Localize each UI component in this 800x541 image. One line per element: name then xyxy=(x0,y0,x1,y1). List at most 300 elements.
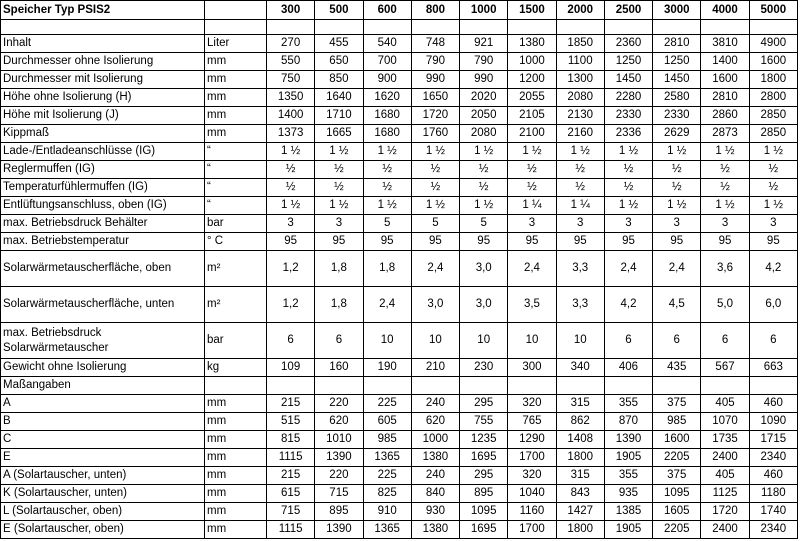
value-cell: 2400 xyxy=(701,449,749,467)
row-label: Entlüftungsanschluss, oben (IG) xyxy=(1,197,205,215)
value-cell: 2810 xyxy=(653,35,701,53)
value-cell xyxy=(508,377,556,395)
value-cell: 2080 xyxy=(556,89,604,107)
value-cell: 95 xyxy=(701,233,749,251)
blank-cell xyxy=(205,20,267,35)
value-cell: 1 ½ xyxy=(701,197,749,215)
value-cell: 1695 xyxy=(460,521,508,539)
value-cell: 2850 xyxy=(749,125,797,143)
value-cell: 567 xyxy=(701,359,749,377)
header-row xyxy=(1,1,798,20)
value-cell: 3 xyxy=(315,215,363,233)
value-cell: 1735 xyxy=(701,431,749,449)
value-cell: 2130 xyxy=(556,107,604,125)
value-cell: 1800 xyxy=(556,521,604,539)
value-cell: 5,0 xyxy=(701,287,749,323)
value-cell: 1 ½ xyxy=(411,143,459,161)
value-cell: 3,3 xyxy=(556,287,604,323)
row-label: Lade-/Entladeanschlüsse (IG) xyxy=(1,143,205,161)
value-cell: 3,0 xyxy=(411,287,459,323)
table-row xyxy=(1,485,798,503)
value-cell: 2360 xyxy=(604,35,652,53)
value-cell: 2080 xyxy=(460,125,508,143)
value-cell: 4,2 xyxy=(604,287,652,323)
value-cell: 1850 xyxy=(556,35,604,53)
value-cell: 1800 xyxy=(556,449,604,467)
table-row xyxy=(1,107,798,125)
value-cell: ½ xyxy=(749,179,797,197)
blank-row xyxy=(1,20,798,35)
value-cell: 663 xyxy=(749,359,797,377)
row-label: Durchmesser mit Isolierung xyxy=(1,71,205,89)
size-header-cell: 1000 xyxy=(460,1,508,20)
value-cell: 270 xyxy=(267,35,315,53)
value-cell: 95 xyxy=(604,233,652,251)
value-cell: 3810 xyxy=(701,35,749,53)
value-cell: 460 xyxy=(749,467,797,485)
table-row xyxy=(1,143,798,161)
row-unit: “ xyxy=(205,161,267,179)
table-row xyxy=(1,287,798,323)
table-row xyxy=(1,503,798,521)
value-cell: 295 xyxy=(460,395,508,413)
value-cell: 1720 xyxy=(701,503,749,521)
value-cell: 1 ½ xyxy=(604,143,652,161)
value-cell: 1 ½ xyxy=(267,143,315,161)
row-label: B xyxy=(1,413,205,431)
value-cell: 2205 xyxy=(653,449,701,467)
blank-cell xyxy=(701,20,749,35)
row-label: Solarwärmetauscherfläche, unten xyxy=(1,287,205,323)
blank-cell xyxy=(508,20,556,35)
row-label: Höhe mit Isolierung (J) xyxy=(1,107,205,125)
row-label: Temperaturfühlermuffen (IG) xyxy=(1,179,205,197)
row-unit: mm xyxy=(205,125,267,143)
table-title: Speicher Typ PSIS2 xyxy=(1,1,205,20)
size-header-cell: 300 xyxy=(267,1,315,20)
value-cell: 790 xyxy=(460,53,508,71)
size-header-cell: 1500 xyxy=(508,1,556,20)
value-cell: 1070 xyxy=(701,413,749,431)
blank-cell xyxy=(1,20,205,35)
value-cell: 2340 xyxy=(749,521,797,539)
table-row xyxy=(1,197,798,215)
value-cell: 935 xyxy=(604,485,652,503)
value-cell: 1390 xyxy=(604,431,652,449)
value-cell xyxy=(749,377,797,395)
value-cell: 615 xyxy=(267,485,315,503)
row-label: max. Betriebsdruck Solarwärmetauscher xyxy=(1,323,205,359)
value-cell: 6 xyxy=(653,323,701,359)
value-cell: 460 xyxy=(749,395,797,413)
value-cell: 1365 xyxy=(363,449,411,467)
value-cell: ½ xyxy=(556,161,604,179)
value-cell: 2400 xyxy=(701,521,749,539)
value-cell: 10 xyxy=(363,323,411,359)
row-label: Gewicht ohne Isolierung xyxy=(1,359,205,377)
size-header-cell: 800 xyxy=(411,1,459,20)
value-cell: 765 xyxy=(508,413,556,431)
value-cell: 435 xyxy=(653,359,701,377)
value-cell: 1250 xyxy=(604,53,652,71)
value-cell: 1,8 xyxy=(315,251,363,287)
value-cell: 870 xyxy=(604,413,652,431)
value-cell: ½ xyxy=(701,161,749,179)
value-cell: 900 xyxy=(363,71,411,89)
row-label: A (Solartauscher, unten) xyxy=(1,467,205,485)
value-cell: 355 xyxy=(604,395,652,413)
table-row xyxy=(1,413,798,431)
value-cell: 1740 xyxy=(749,503,797,521)
value-cell: 2629 xyxy=(653,125,701,143)
value-cell: 6 xyxy=(267,323,315,359)
value-cell: 1250 xyxy=(653,53,701,71)
value-cell: 1300 xyxy=(556,71,604,89)
value-cell: ½ xyxy=(460,179,508,197)
value-cell: 700 xyxy=(363,53,411,71)
value-cell: 1700 xyxy=(508,449,556,467)
table-row xyxy=(1,521,798,539)
value-cell: 1000 xyxy=(508,53,556,71)
blank-cell xyxy=(363,20,411,35)
size-header-cell: 3000 xyxy=(653,1,701,20)
value-cell: 95 xyxy=(315,233,363,251)
value-cell: 1373 xyxy=(267,125,315,143)
value-cell: 1400 xyxy=(701,53,749,71)
value-cell: 3,5 xyxy=(508,287,556,323)
value-cell: 240 xyxy=(411,467,459,485)
value-cell: 95 xyxy=(267,233,315,251)
row-label: Inhalt xyxy=(1,35,205,53)
value-cell: 406 xyxy=(604,359,652,377)
value-cell: 755 xyxy=(460,413,508,431)
row-unit: mm xyxy=(205,503,267,521)
value-cell: ½ xyxy=(604,161,652,179)
value-cell: 2,4 xyxy=(363,287,411,323)
value-cell: 1 ½ xyxy=(315,197,363,215)
value-cell: 405 xyxy=(701,395,749,413)
value-cell: 930 xyxy=(411,503,459,521)
value-cell xyxy=(411,377,459,395)
row-unit: m² xyxy=(205,251,267,287)
value-cell: 225 xyxy=(363,395,411,413)
value-cell: 340 xyxy=(556,359,604,377)
value-cell: 3 xyxy=(749,215,797,233)
value-cell: 1380 xyxy=(411,521,459,539)
value-cell: 1390 xyxy=(315,449,363,467)
value-cell: 315 xyxy=(556,395,604,413)
table-row xyxy=(1,359,798,377)
value-cell: ½ xyxy=(411,161,459,179)
value-cell: ½ xyxy=(363,179,411,197)
value-cell: 1235 xyxy=(460,431,508,449)
row-unit: mm xyxy=(205,467,267,485)
row-unit: mm xyxy=(205,89,267,107)
value-cell: 1390 xyxy=(315,521,363,539)
value-cell: 2,4 xyxy=(508,251,556,287)
value-cell: 220 xyxy=(315,395,363,413)
value-cell: 1125 xyxy=(701,485,749,503)
value-cell: 3 xyxy=(653,215,701,233)
row-unit: mm xyxy=(205,71,267,89)
value-cell: 910 xyxy=(363,503,411,521)
value-cell: 320 xyxy=(508,467,556,485)
value-cell: 1 ½ xyxy=(460,197,508,215)
value-cell: 985 xyxy=(363,431,411,449)
value-cell: 3,0 xyxy=(460,287,508,323)
value-cell: ½ xyxy=(653,179,701,197)
value-cell: 921 xyxy=(460,35,508,53)
value-cell: 1115 xyxy=(267,449,315,467)
value-cell: 1,8 xyxy=(363,251,411,287)
value-cell: 4,5 xyxy=(653,287,701,323)
value-cell: 2,4 xyxy=(604,251,652,287)
value-cell: 1800 xyxy=(749,71,797,89)
value-cell: 990 xyxy=(460,71,508,89)
value-cell: 6 xyxy=(604,323,652,359)
row-unit: mm xyxy=(205,449,267,467)
value-cell: 2810 xyxy=(701,89,749,107)
value-cell: 1 ½ xyxy=(460,143,508,161)
table-row xyxy=(1,125,798,143)
row-label: C xyxy=(1,431,205,449)
value-cell: 2055 xyxy=(508,89,556,107)
value-cell: ½ xyxy=(653,161,701,179)
value-cell: 1160 xyxy=(508,503,556,521)
value-cell: 1 ½ xyxy=(653,197,701,215)
value-cell: ½ xyxy=(411,179,459,197)
value-cell: 355 xyxy=(604,467,652,485)
value-cell: 1715 xyxy=(749,431,797,449)
value-cell: 240 xyxy=(411,395,459,413)
value-cell: ½ xyxy=(604,179,652,197)
value-cell: 1 ¼ xyxy=(556,197,604,215)
value-cell: 1605 xyxy=(653,503,701,521)
value-cell: 2330 xyxy=(653,107,701,125)
value-cell: 540 xyxy=(363,35,411,53)
row-unit: bar xyxy=(205,323,267,359)
value-cell: 2850 xyxy=(749,107,797,125)
blank-cell xyxy=(460,20,508,35)
value-cell: 1000 xyxy=(411,431,459,449)
value-cell: 2580 xyxy=(653,89,701,107)
value-cell: 1200 xyxy=(508,71,556,89)
value-cell: 1095 xyxy=(460,503,508,521)
value-cell: 215 xyxy=(267,395,315,413)
value-cell: ½ xyxy=(315,161,363,179)
value-cell: 95 xyxy=(749,233,797,251)
value-cell: 5 xyxy=(363,215,411,233)
value-cell: 1400 xyxy=(267,107,315,125)
value-cell: 405 xyxy=(701,467,749,485)
blank-cell xyxy=(267,20,315,35)
table-row xyxy=(1,467,798,485)
row-label: Kippmaß xyxy=(1,125,205,143)
value-cell: 1 ½ xyxy=(749,197,797,215)
table-row xyxy=(1,377,798,395)
table-row xyxy=(1,233,798,251)
row-unit: ° C xyxy=(205,233,267,251)
value-cell: 1 ½ xyxy=(701,143,749,161)
row-unit: mm xyxy=(205,485,267,503)
value-cell: ½ xyxy=(556,179,604,197)
value-cell: 3,3 xyxy=(556,251,604,287)
row-unit: Liter xyxy=(205,35,267,53)
row-unit: mm xyxy=(205,413,267,431)
table-row xyxy=(1,395,798,413)
value-cell: 1180 xyxy=(749,485,797,503)
row-unit: “ xyxy=(205,143,267,161)
row-unit: mm xyxy=(205,107,267,125)
value-cell: 748 xyxy=(411,35,459,53)
value-cell: 3,6 xyxy=(701,251,749,287)
blank-cell xyxy=(315,20,363,35)
value-cell: 850 xyxy=(315,71,363,89)
value-cell: 1 ½ xyxy=(508,143,556,161)
value-cell: 6 xyxy=(749,323,797,359)
size-header-cell: 2500 xyxy=(604,1,652,20)
row-label: A xyxy=(1,395,205,413)
value-cell: 1450 xyxy=(653,71,701,89)
table-row xyxy=(1,449,798,467)
value-cell: ½ xyxy=(267,179,315,197)
value-cell: 990 xyxy=(411,71,459,89)
value-cell: 1040 xyxy=(508,485,556,503)
row-unit: m² xyxy=(205,287,267,323)
value-cell: 225 xyxy=(363,467,411,485)
value-cell xyxy=(653,377,701,395)
value-cell: 2100 xyxy=(508,125,556,143)
value-cell: 1 ½ xyxy=(267,197,315,215)
value-cell: 1380 xyxy=(411,449,459,467)
value-cell: 550 xyxy=(267,53,315,71)
value-cell: 1600 xyxy=(749,53,797,71)
value-cell: ½ xyxy=(508,179,556,197)
value-cell: 10 xyxy=(556,323,604,359)
value-cell: 160 xyxy=(315,359,363,377)
row-unit: kg xyxy=(205,359,267,377)
value-cell: 1720 xyxy=(411,107,459,125)
row-unit: “ xyxy=(205,197,267,215)
row-label: Durchmesser ohne Isolierung xyxy=(1,53,205,71)
size-header-cell: 500 xyxy=(315,1,363,20)
value-cell: 1100 xyxy=(556,53,604,71)
value-cell: 1680 xyxy=(363,107,411,125)
value-cell: 3 xyxy=(556,215,604,233)
value-cell: ½ xyxy=(315,179,363,197)
value-cell: 840 xyxy=(411,485,459,503)
blank-cell xyxy=(653,20,701,35)
value-cell: 1 ½ xyxy=(315,143,363,161)
value-cell: 6 xyxy=(701,323,749,359)
value-cell: 1665 xyxy=(315,125,363,143)
value-cell: 2330 xyxy=(604,107,652,125)
value-cell: 4,2 xyxy=(749,251,797,287)
value-cell: 1,2 xyxy=(267,251,315,287)
value-cell: ½ xyxy=(460,161,508,179)
value-cell: 1600 xyxy=(701,71,749,89)
table-row xyxy=(1,179,798,197)
value-cell: 3,0 xyxy=(460,251,508,287)
value-cell: 2280 xyxy=(604,89,652,107)
row-unit: mm xyxy=(205,53,267,71)
value-cell: 1600 xyxy=(653,431,701,449)
value-cell: 1650 xyxy=(411,89,459,107)
value-cell: 2205 xyxy=(653,521,701,539)
value-cell: 375 xyxy=(653,395,701,413)
value-cell: 1 ½ xyxy=(556,143,604,161)
row-label: Reglermuffen (IG) xyxy=(1,161,205,179)
blank-cell xyxy=(556,20,604,35)
value-cell: 815 xyxy=(267,431,315,449)
value-cell: 715 xyxy=(315,485,363,503)
blank-cell xyxy=(411,20,459,35)
value-cell: 843 xyxy=(556,485,604,503)
value-cell xyxy=(556,377,604,395)
value-cell: 1 ½ xyxy=(604,197,652,215)
value-cell: ½ xyxy=(267,161,315,179)
row-label: E (Solartauscher, oben) xyxy=(1,521,205,539)
row-label: L (Solartauscher, oben) xyxy=(1,503,205,521)
blank-cell xyxy=(749,20,797,35)
value-cell: 1115 xyxy=(267,521,315,539)
value-cell: 1427 xyxy=(556,503,604,521)
value-cell: 3 xyxy=(701,215,749,233)
row-unit: mm xyxy=(205,431,267,449)
value-cell: 1 ½ xyxy=(363,197,411,215)
value-cell: 5 xyxy=(460,215,508,233)
value-cell: 2336 xyxy=(604,125,652,143)
value-cell: 2105 xyxy=(508,107,556,125)
value-cell: 215 xyxy=(267,467,315,485)
size-header-cell: 600 xyxy=(363,1,411,20)
value-cell: 790 xyxy=(411,53,459,71)
value-cell xyxy=(363,377,411,395)
value-cell: 1380 xyxy=(508,35,556,53)
value-cell: 1710 xyxy=(315,107,363,125)
value-cell: 1 ¼ xyxy=(508,197,556,215)
value-cell: 95 xyxy=(556,233,604,251)
value-cell: 95 xyxy=(363,233,411,251)
value-cell: 95 xyxy=(460,233,508,251)
value-cell: 650 xyxy=(315,53,363,71)
value-cell: 1760 xyxy=(411,125,459,143)
row-unit: mm xyxy=(205,395,267,413)
value-cell: 3 xyxy=(508,215,556,233)
value-cell: 6,0 xyxy=(749,287,797,323)
value-cell: 1620 xyxy=(363,89,411,107)
value-cell: 2160 xyxy=(556,125,604,143)
value-cell: 230 xyxy=(460,359,508,377)
value-cell: 220 xyxy=(315,467,363,485)
row-unit: “ xyxy=(205,179,267,197)
table-row xyxy=(1,215,798,233)
value-cell: 300 xyxy=(508,359,556,377)
value-cell: 750 xyxy=(267,71,315,89)
value-cell: 825 xyxy=(363,485,411,503)
value-cell xyxy=(267,377,315,395)
table-row xyxy=(1,251,798,287)
value-cell: ½ xyxy=(363,161,411,179)
value-cell: 295 xyxy=(460,467,508,485)
value-cell xyxy=(701,377,749,395)
value-cell: 109 xyxy=(267,359,315,377)
value-cell: 515 xyxy=(267,413,315,431)
value-cell: 1,2 xyxy=(267,287,315,323)
table-row xyxy=(1,71,798,89)
value-cell: 1090 xyxy=(749,413,797,431)
value-cell: 1010 xyxy=(315,431,363,449)
